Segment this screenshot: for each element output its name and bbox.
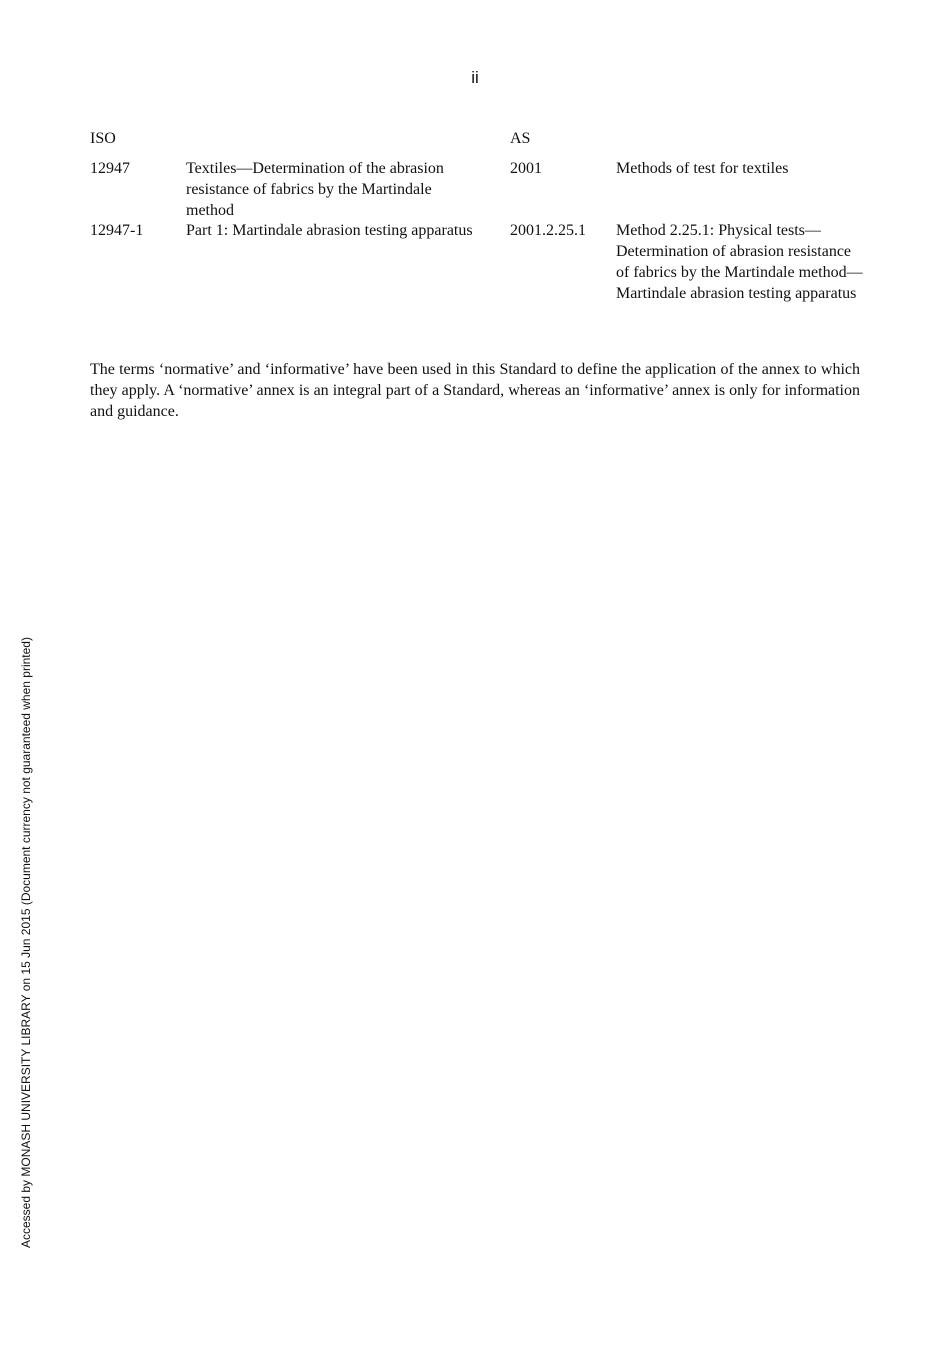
iso-number: 12947 bbox=[90, 160, 130, 177]
access-watermark: Accessed by MONASH UNIVERSITY LIBRARY on 15 Jun 2015 (Document currency not guaranteed when printed) bbox=[19, 637, 33, 1248]
as-title: Methods of test for textiles bbox=[616, 160, 789, 177]
as-number: 2001.2.25.1 bbox=[510, 222, 586, 239]
header-iso: ISO bbox=[90, 130, 116, 147]
iso-title: Textiles—Determination of the abrasion resistance of fabrics by the Martindale method bbox=[186, 160, 444, 219]
iso-title: Part 1: Martindale abrasion testing apparatus bbox=[186, 222, 473, 239]
as-title: Method 2.25.1: Physical tests—Determination of abrasion resistance of fabrics by the Martindale method—Martindale abrasion testing apparatus bbox=[616, 222, 863, 302]
header-as: AS bbox=[510, 130, 531, 147]
as-number: 2001 bbox=[510, 160, 542, 177]
normative-informative-note: The terms ‘normative’ and ‘informative’ have been used in this Standard to define the application of the annex to which they apply. A ‘normative’ annex is an integral part of a Standard, whereas an ‘informative’ annex is only for information and guidance. bbox=[90, 361, 860, 420]
iso-number: 12947-1 bbox=[90, 222, 144, 239]
page-number: ii bbox=[471, 68, 479, 87]
